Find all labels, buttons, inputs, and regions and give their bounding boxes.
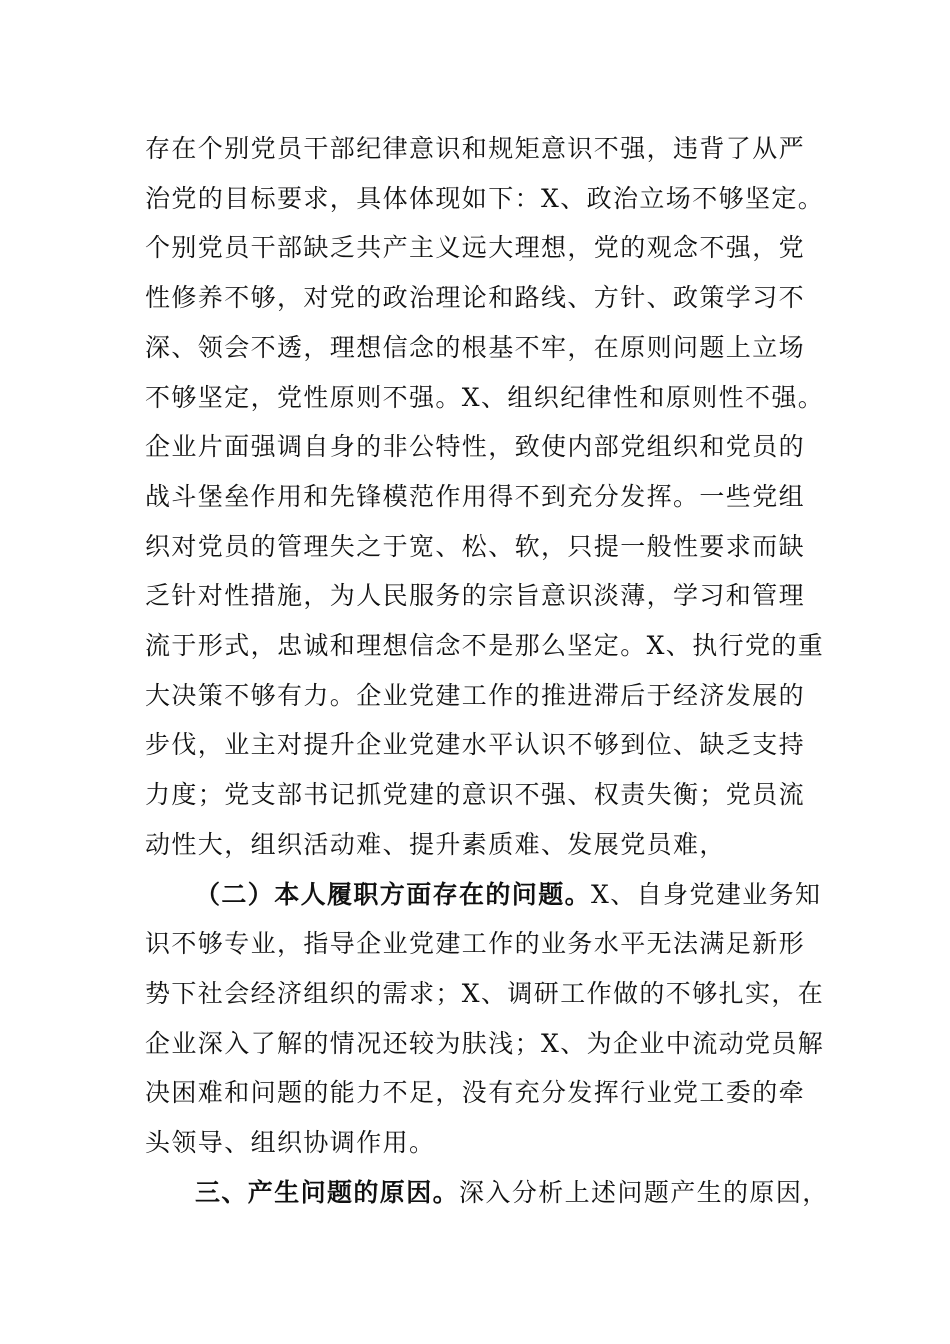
text-line [145, 228, 815, 268]
text-line [145, 974, 825, 1014]
body-text: 战斗堡垒作用和先锋模范作用得不到充分发挥。一些党组 [145, 482, 806, 511]
text-line [145, 1024, 825, 1064]
body-text: 织对党员的管理失之于宽、松、软，只提一般性要求而缺 [145, 532, 806, 561]
body-text: 深入分析上述问题产生的原因， [459, 1178, 829, 1207]
body-text: 深、领会不透，理想信念的根基不牢，在原则问题上立场 [145, 333, 806, 362]
text-line [145, 378, 825, 418]
body-text: 大决策不够有力。企业党建工作的推进滞后于经济发展的 [145, 681, 806, 710]
body-text: 识不够专业，指导企业党建工作的业务水平无法满足新形 [145, 929, 806, 958]
text-line [145, 328, 815, 368]
bold-heading-text: （二）本人履职方面存在的问题。 [195, 880, 592, 909]
body-text: 企业深入了解的情况还较为肤浅；X、为企业中流动党员解 [145, 1029, 825, 1058]
text-line [195, 875, 822, 915]
body-text: 企业片面强调自身的非公特性，致使内部党组织和党员的 [145, 432, 806, 461]
text-line [195, 1173, 829, 1213]
text-line [145, 775, 815, 815]
text-line [145, 477, 815, 517]
body-text: 势下社会经济组织的需求；X、调研工作做的不够扎实，在 [145, 979, 825, 1008]
body-text: 决困难和问题的能力不足，没有充分发挥行业党工委的牵 [145, 1078, 806, 1107]
text-line [145, 527, 815, 567]
body-text: 动性大，组织活动难、提升素质难、发展党员难， [145, 830, 726, 859]
body-text: 治党的目标要求，具体体现如下：X、政治立场不够坚定。 [145, 184, 825, 213]
text-line [145, 576, 815, 616]
bold-heading-text: 三、产生问题的原因。 [195, 1178, 460, 1207]
body-text: 力度；党支部书记抓党建的意识不强、权责失衡；党员流 [145, 780, 806, 809]
text-line [145, 924, 815, 964]
text-line [145, 1073, 815, 1113]
text-line [145, 1123, 815, 1163]
body-text: 头领导、组织协调作用。 [145, 1128, 436, 1157]
text-line [145, 179, 825, 219]
body-text: 乏针对性措施，为人民服务的宗旨意识淡薄，学习和管理 [145, 581, 806, 610]
text-line [145, 278, 815, 318]
body-text: 个别党员干部缺乏共产主义远大理想，党的观念不强，党 [145, 233, 806, 262]
body-text: 流于形式，忠诚和理想信念不是那么坚定。X、执行党的重 [145, 631, 825, 660]
body-text: 不够坚定，党性原则不强。X、组织纪律性和原则性不强。 [145, 383, 825, 412]
body-text: X、自身党建业务知 [591, 880, 822, 909]
text-line [145, 725, 815, 765]
text-line [145, 825, 815, 865]
text-line [145, 129, 815, 169]
body-text: 步伐，业主对提升企业党建水平认识不够到位、缺乏支持 [145, 730, 806, 759]
body-text: 性修养不够，对党的政治理论和路线、方针、政策学习不 [145, 283, 806, 312]
text-line [145, 427, 815, 467]
body-text: 存在个别党员干部纪律意识和规矩意识不强，违背了从严 [145, 134, 806, 163]
text-line [145, 676, 815, 716]
text-line [145, 626, 825, 666]
